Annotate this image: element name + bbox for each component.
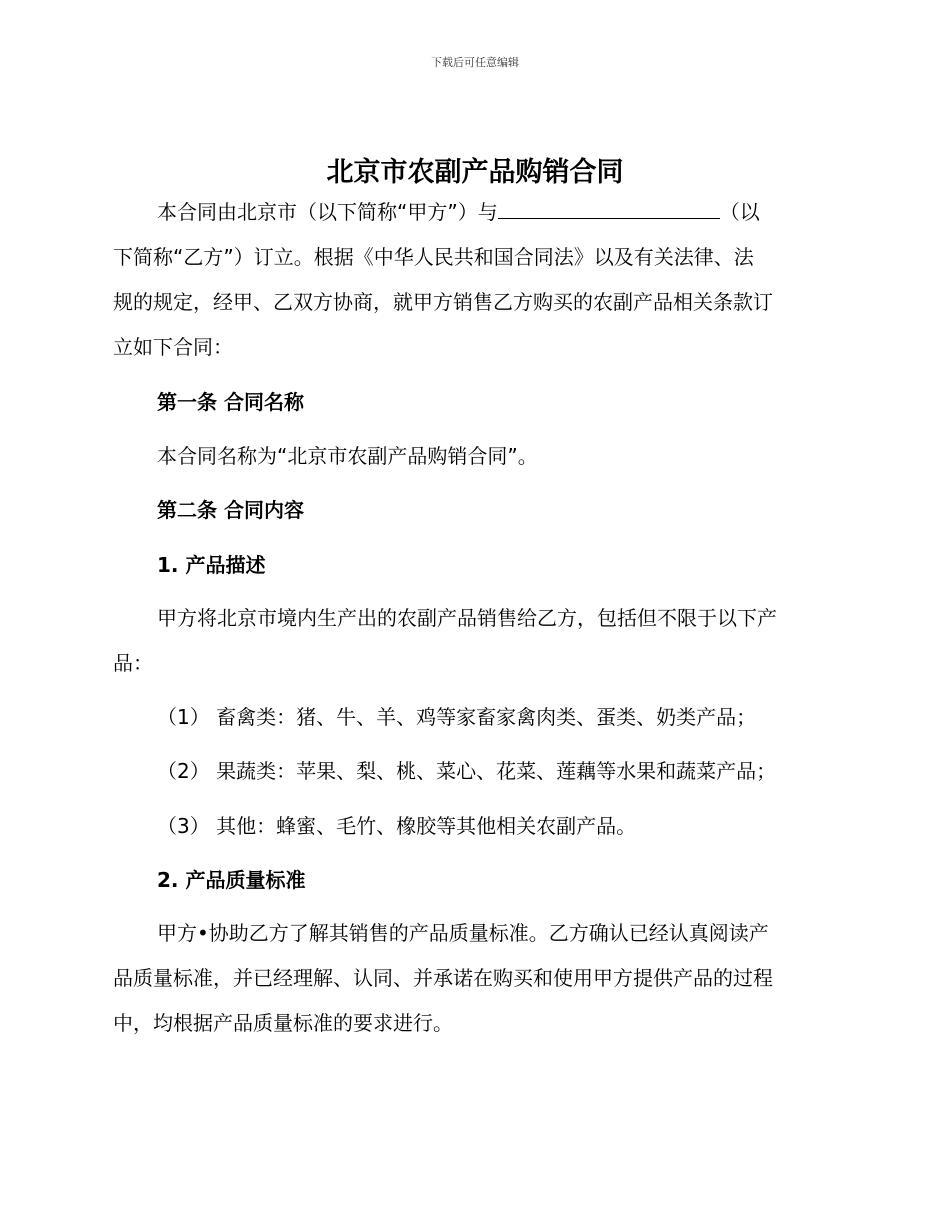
intro-line-1-text: 本合同由北京市（以下简称“甲方”）与 [157,200,498,224]
product-item-3: （3） 其他：蜂蜜、毛竹、橡胶等其他相关农副产品。 [157,814,637,838]
section-2-line-1: 甲方•协助乙方了解其销售的产品质量标准。乙方确认已经认真阅读产 [157,921,769,945]
intro-line-3: 规的规定，经甲、乙双方协商，就甲方销售乙方购买的农副产品相关条款订 [113,290,773,314]
article-1-text: 本合同名称为“北京市农副产品购销合同”。 [157,444,538,468]
section-2-line-3: 中，均根据产品质量标准的要求进行。 [113,1011,453,1035]
party-b-blank [498,200,720,219]
intro-line-2: 下简称“乙方”）订立。根据《中华人民共和国合同法》以及有关法律、法 [113,245,754,269]
section-2-heading: 2. 产品质量标准 [157,868,306,892]
contract-title: 北京市农副产品购销合同 [326,157,624,188]
product-item-2: （2） 果蔬类：苹果、梨、桃、菜心、花菜、莲藕等水果和蔬菜产品； [157,759,777,783]
article-2-heading: 第二条 合同内容 [157,498,304,522]
section-2-line-2: 品质量标准，并已经理解、认同、并承诺在购买和使用甲方提供产品的过程 [113,966,773,990]
intro-line-4: 立如下合同： [113,335,233,359]
product-item-1: （1） 畜禽类：猪、牛、羊、鸡等家畜家禽肉类、蛋类、奶类产品； [157,705,757,729]
article-1-heading: 第一条 合同名称 [157,390,304,414]
intro-line-1-suffix: （以 [719,200,760,224]
section-1-heading: 1. 产品描述 [157,553,266,577]
header-note: 下载后可任意编辑 [431,56,519,69]
section-1-line-2: 品： [113,651,153,675]
intro-line-1 [157,197,760,227]
section-1-line-1: 甲方将北京市境内生产出的农副产品销售给乙方，包括但不限于以下产 [157,606,777,630]
